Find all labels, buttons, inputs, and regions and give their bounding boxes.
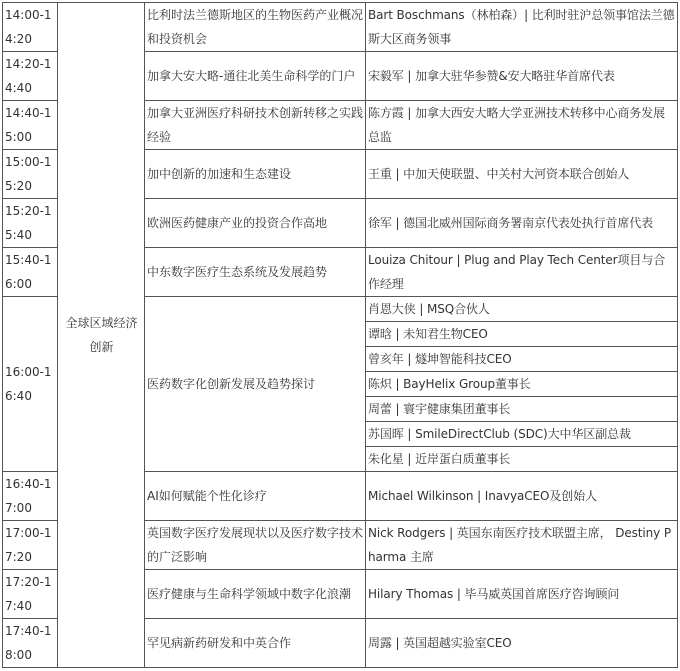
session-speaker: 朱化星 | 近岸蛋白质董事长 [366, 447, 678, 472]
session-time: 17:20-17:40 [3, 570, 58, 619]
session-speaker: Bart Boschmans（林柏森）| 比利时驻沪总领事馆法兰德斯大区商务领事 [366, 3, 678, 52]
session-speaker: 宋毅军 | 加拿大驻华参赞&安大略驻华首席代表 [366, 52, 678, 101]
session-topic: AI如何赋能个性化诊疗 [145, 472, 366, 521]
session-speaker: 王重 | 中加天使联盟、中关村大河资本联合创始人 [366, 150, 678, 199]
session-topic: 罕见病新药研发和中英合作 [145, 619, 366, 668]
session-speaker: 肖恩大侠 | MSQ合伙人 [366, 297, 678, 322]
session-time: 14:40-15:00 [3, 101, 58, 150]
session-topic: 加中创新的加速和生态建设 [145, 150, 366, 199]
session-topic: 比利时法兰德斯地区的生物医药产业概况和投资机会 [145, 3, 366, 52]
session-speaker: 苏国晖 | SmileDirectClub (SDC)大中华区副总裁 [366, 422, 678, 447]
session-time: 15:20-15:40 [3, 199, 58, 248]
session-speaker: 周蕾 | 寰宇健康集团董事长 [366, 397, 678, 422]
session-time: 14:20-14:40 [3, 52, 58, 101]
session-time: 17:40-18:00 [3, 619, 58, 668]
track-name: 全球区域经济创新 [58, 3, 145, 668]
session-speaker: 徐军 | 德国北威州国际商务署南京代表处执行首席代表 [366, 199, 678, 248]
session-speaker: 周露 | 英国超越实验室CEO [366, 619, 678, 668]
session-speaker: Louiza Chitour | Plug and Play Tech Center项目与合作经理 [366, 248, 678, 297]
session-speaker: 曾亥年 | 燧坤智能科技CEO [366, 347, 678, 372]
session-topic: 中东数字医疗生态系统及发展趋势 [145, 248, 366, 297]
session-time: 16:00-16:40 [3, 297, 58, 472]
session-topic: 加拿大安大略-通往北美生命科学的门户 [145, 52, 366, 101]
session-time: 15:00-15:20 [3, 150, 58, 199]
session-topic: 英国数字医疗发展现状以及医疗数字技术的广泛影响 [145, 521, 366, 570]
session-speaker: Hilary Thomas | 毕马威英国首席医疗咨询顾问 [366, 570, 678, 619]
session-time: 15:40-16:00 [3, 248, 58, 297]
session-topic: 欧洲医药健康产业的投资合作高地 [145, 199, 366, 248]
session-speaker: 陈方霞 | 加拿大西安大略大学亚洲技术转移中心商务发展总监 [366, 101, 678, 150]
agenda-table [2, 2, 678, 668]
session-speaker: 谭晗 | 未知君生物CEO [366, 322, 678, 347]
session-topic: 医药数字化创新发展及趋势探讨 [145, 297, 366, 472]
session-speaker: Nick Rodgers | 英国东南医疗技术联盟主席， Destiny Pharma 主席 [366, 521, 678, 570]
session-speaker: Michael Wilkinson | InavyaCEO及创始人 [366, 472, 678, 521]
session-time: 14:00-14:20 [3, 3, 58, 52]
session-topic: 加拿大亚洲医疗科研技术创新转移之实践经验 [145, 101, 366, 150]
session-topic: 医疗健康与生命科学领域中数字化浪潮 [145, 570, 366, 619]
session-time: 17:00-17:20 [3, 521, 58, 570]
session-speaker: 陈炽 | BayHelix Group董事长 [366, 372, 678, 397]
table-row [3, 3, 678, 52]
session-time: 16:40-17:00 [3, 472, 58, 521]
